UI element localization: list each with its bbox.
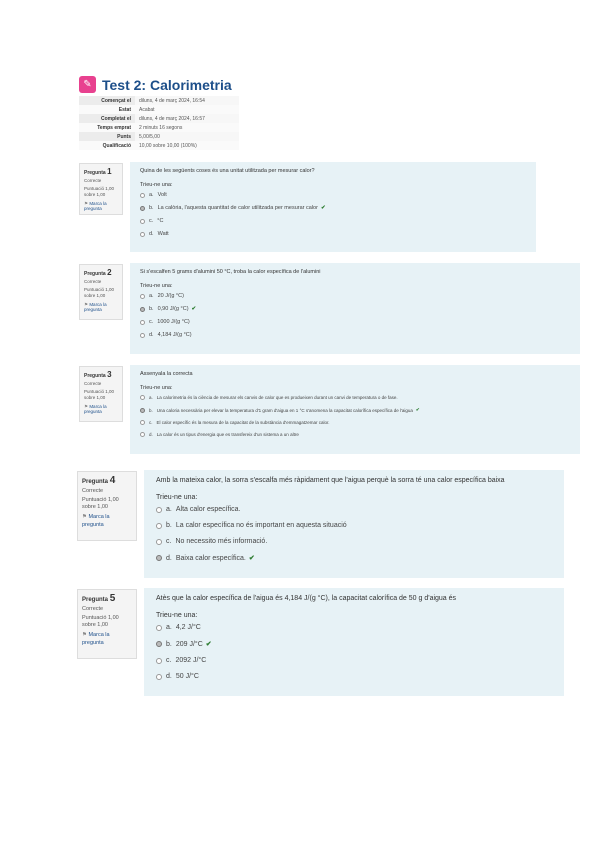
question-mark: Puntuació 1,00 sobre 1,00: [84, 185, 115, 197]
radio-button[interactable]: [140, 219, 145, 224]
summary-row: [79, 96, 239, 105]
answer-prompt: Trieu-ne una:: [140, 385, 173, 391]
question-content-1: [130, 162, 536, 252]
radio-button[interactable]: [140, 307, 145, 312]
answer-option[interactable]: a. Alta calor específica.: [156, 506, 552, 513]
question-number: Pregunta 3: [84, 370, 112, 379]
answer-option[interactable]: b. La calòria, l'aquesta quantitat de calor utilitzada per mesurar calor ✔: [140, 205, 526, 211]
question-info-2: [79, 264, 123, 320]
question-info-1: [79, 163, 123, 215]
answer-option[interactable]: b. La calor específica no és important en aquesta situació: [156, 522, 552, 529]
summary-label: Completat el: [79, 114, 135, 123]
check-icon: ✔: [205, 641, 212, 648]
answer-option[interactable]: c. El calor específic és la mesura de la capacitat de la substància d'emmagatzemar calor.: [140, 420, 570, 425]
radio-button[interactable]: [156, 625, 162, 631]
radio-button[interactable]: [140, 432, 145, 437]
question-state: Correcte: [84, 279, 102, 284]
question-number: Pregunta 2: [84, 268, 112, 277]
answer-option[interactable]: d. Baixa calor específica. ✔: [156, 554, 552, 562]
question-info-3: [79, 366, 123, 422]
radio-button[interactable]: [140, 320, 145, 325]
question-number: Pregunta 4: [82, 475, 116, 486]
radio-button[interactable]: [156, 641, 162, 647]
answer-option[interactable]: d. Watt: [140, 231, 526, 237]
answer-prompt: Trieu-ne una:: [156, 494, 198, 501]
quiz-summary-table: [79, 96, 239, 150]
question-text: Assenyala la correcta: [140, 371, 193, 377]
answer-option[interactable]: a. 4,2 J/°C: [156, 624, 552, 631]
summary-value: diluns, 4 de març 2024, 16:54: [135, 96, 239, 105]
question-info-5: [77, 589, 137, 659]
question-content-4: [144, 470, 564, 578]
answer-option[interactable]: a. Volt: [140, 192, 526, 198]
question-content-5: [144, 588, 564, 696]
flag-icon: ⚑: [82, 514, 87, 521]
answer-option[interactable]: b. Una caloria necessària per elevar la temperatura d'1 gram d'aigua en 1 °C s'anomena la capacitat calorífica específica de l'aigua ✔: [140, 407, 570, 413]
summary-row: [79, 141, 239, 150]
radio-button[interactable]: [140, 333, 145, 338]
summary-value: Acabat: [135, 105, 239, 114]
question-mark: Puntuació 1,00 sobre 1,00: [82, 615, 119, 629]
answer-prompt: Trieu-ne una:: [140, 182, 173, 188]
answer-option[interactable]: d. La calor és un tipus d'energia que es transfereix d'un sistema a un altre: [140, 432, 570, 437]
question-mark: Puntuació 1,00 sobre 1,00: [84, 286, 115, 298]
flag-icon: ⚑: [84, 200, 89, 206]
radio-button[interactable]: [156, 507, 162, 513]
radio-button[interactable]: [156, 523, 162, 529]
check-icon: ✔: [415, 407, 420, 412]
check-icon: ✔: [191, 306, 197, 312]
question-content-3: [130, 365, 580, 454]
answer-prompt: Trieu-ne una:: [140, 283, 173, 289]
check-icon: ✔: [248, 555, 255, 562]
question-mark: Puntuació 1,00 sobre 1,00: [84, 388, 115, 400]
summary-row: [79, 123, 239, 132]
summary-label: Temps emprat: [79, 123, 135, 132]
answer-option[interactable]: c. °C: [140, 218, 526, 224]
flag-question-link[interactable]: ⚑ Marca la pregunta: [84, 301, 107, 313]
radio-button[interactable]: [140, 294, 145, 299]
summary-value: 10,00 sobre 10,00 (100%): [135, 141, 239, 150]
flag-question-link[interactable]: ⚑ Marca la pregunta: [84, 403, 107, 415]
flag-question-link[interactable]: ⚑ Marca la pregunta: [82, 514, 110, 528]
radio-button[interactable]: [140, 206, 145, 211]
radio-button[interactable]: [140, 232, 145, 237]
radio-button[interactable]: [156, 658, 162, 664]
question-state: Correcte: [82, 606, 104, 612]
radio-button[interactable]: [140, 193, 145, 198]
question-state: Correcte: [82, 488, 104, 494]
answer-option[interactable]: d. 4,184 J/(g °C): [140, 332, 570, 338]
question-text: Amb la mateixa calor, la sorra s'escalfa més ràpidament que l'aigua perquè la sorra té una calor específica baixa: [156, 477, 505, 484]
answer-option[interactable]: a. 20 J/(g °C): [140, 293, 570, 299]
question-info-4: [77, 471, 137, 541]
summary-label: Començat el: [79, 96, 135, 105]
question-text: Atès que la calor específica de l'aigua és 4,184 J/(g °C), la capacitat calorífica de 50 g d'aigua és: [156, 595, 457, 602]
page-title: Test 2: Calorimetria: [102, 76, 232, 93]
radio-button[interactable]: [140, 408, 145, 413]
answer-option[interactable]: c. 2092 J/°C: [156, 657, 552, 664]
radio-button[interactable]: [156, 674, 162, 680]
flag-icon: ⚑: [84, 403, 89, 409]
question-mark: Puntuació 1,00 sobre 1,00: [82, 497, 119, 511]
answer-option[interactable]: b. 0,90 J/(g °C) ✔: [140, 306, 570, 312]
summary-row: [79, 105, 239, 114]
answer-option[interactable]: a. La calorimetria és la ciència de mesurar els canvis de calor que es produeixen durant un canvi de temperatura o de fase.: [140, 395, 570, 400]
radio-button[interactable]: [156, 539, 162, 545]
page-header: [79, 76, 232, 93]
summary-label: Qualificació: [79, 141, 135, 150]
check-icon: ✔: [320, 205, 326, 211]
summary-value: diluns, 4 de març 2024, 16:57: [135, 114, 239, 123]
summary-row: [79, 114, 239, 123]
answer-prompt: Trieu-ne una:: [156, 612, 198, 619]
radio-button[interactable]: [156, 555, 162, 561]
question-text: Si s'escalfen 5 grams d'alumini 50 °C, troba la calor específica de l'alumini: [140, 269, 321, 275]
answer-option[interactable]: c. No necessito més informació.: [156, 538, 552, 545]
question-state: Correcte: [84, 381, 102, 386]
flag-icon: ⚑: [82, 632, 87, 639]
question-text: Quina de les següents coses és una unitat utilitzada per mesurar calor?: [140, 168, 315, 174]
summary-row: [79, 132, 239, 141]
quiz-icon: ✎: [79, 76, 96, 93]
answer-option[interactable]: c. 1000 J/(g °C): [140, 319, 570, 325]
summary-value: 5,00/5,00: [135, 132, 239, 141]
question-state: Correcte: [84, 178, 102, 183]
flag-question-link[interactable]: ⚑ Marca la pregunta: [84, 200, 107, 212]
summary-label: Estat: [79, 105, 135, 114]
answer-option[interactable]: d. 50 J/°C: [156, 673, 552, 680]
question-number: Pregunta 5: [82, 593, 116, 604]
radio-button[interactable]: [140, 395, 145, 400]
flag-question-link[interactable]: ⚑ Marca la pregunta: [82, 632, 110, 646]
question-number: Pregunta 1: [84, 167, 112, 176]
summary-label: Punts: [79, 132, 135, 141]
radio-button[interactable]: [140, 420, 145, 425]
answer-option[interactable]: b. 209 J/°C ✔: [156, 640, 552, 648]
flag-icon: ⚑: [84, 301, 89, 307]
summary-value: 2 minuts 16 segons: [135, 123, 239, 132]
question-content-2: [130, 263, 580, 354]
